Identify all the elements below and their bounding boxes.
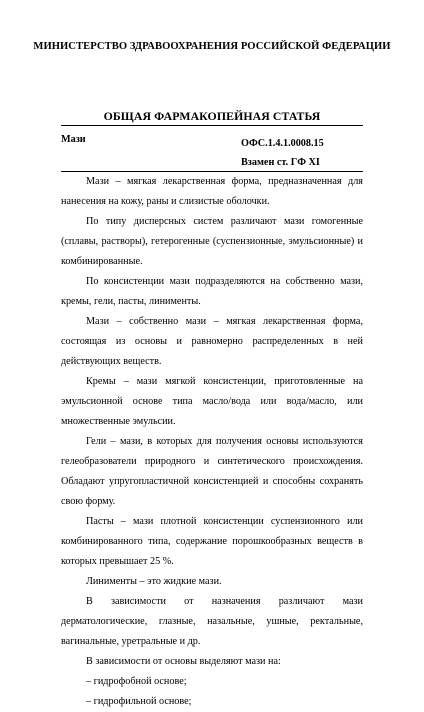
paragraph-bases-intro: В зависимости от основы выделяют мази на: (86, 656, 281, 667)
list-item-hydrophilic: – гидрофильной основе; (86, 696, 192, 707)
list-item-hydrophobic: – гидрофобной основе; (86, 676, 187, 687)
article-name: Мази (61, 134, 86, 145)
paragraph-consistency: По консистенции мази подразделяются на собственно мази, кремы, гели, пасты, линименты. (61, 276, 363, 307)
paragraph-ointments-proper: Мази – собственно мази – мягкая лекарственная форма, состоящая из основы и равномерно распределенных в ней действующих веществ. (61, 316, 363, 367)
paragraph-dispersion-types: По типу дисперсных систем различают мази гомогенные (сплавы, растворы), гетерогенные (суспензионные, эмульсионные) и комбинированные. (61, 216, 363, 267)
article-code-block (241, 134, 324, 172)
paragraph-creams: Кремы – мази мягкой консистенции, приготовленные на эмульсионной основе типа масло/вода или вода/масло, или множественные эмульсии. (61, 376, 363, 427)
article-body (61, 172, 363, 712)
ministry-header: МИНИСТЕРСТВО ЗДРАВООХРАНЕНИЯ РОССИЙСКОЙ ФЕДЕРАЦИИ (33, 41, 391, 52)
article-code: ОФС.1.4.1.0008.15 (241, 138, 324, 149)
paragraph-gels: Гели – мази, в которых для получения основы используются гелеобразователи природного и синтетического происхождения. Обладают упругопластичной консистенцией и способны сохранять свою форму. (61, 436, 363, 507)
top-divider (61, 125, 363, 126)
paragraph-definition: Мази – мягкая лекарственная форма, предназначенная для нанесения на кожу, раны и слизистые оболочки. (61, 176, 363, 207)
document-type-title: ОБЩАЯ ФАРМАКОПЕЙНАЯ СТАТЬЯ (103, 109, 321, 123)
paragraph-pastes: Пасты – мази плотной консистенции суспензионного или комбинированного типа, содержание порошкообразных веществ в которых превышает 25 %. (61, 516, 363, 567)
article-replaces: Взамен ст. ГФ XI (241, 157, 320, 168)
paragraph-purpose: В зависимости от назначения различают мази дерматологические, глазные, назальные, ушные, ректальные, вагинальные, уретральные и др. (61, 596, 363, 647)
paragraph-liniments: Линименты – это жидкие мази. (86, 576, 222, 587)
